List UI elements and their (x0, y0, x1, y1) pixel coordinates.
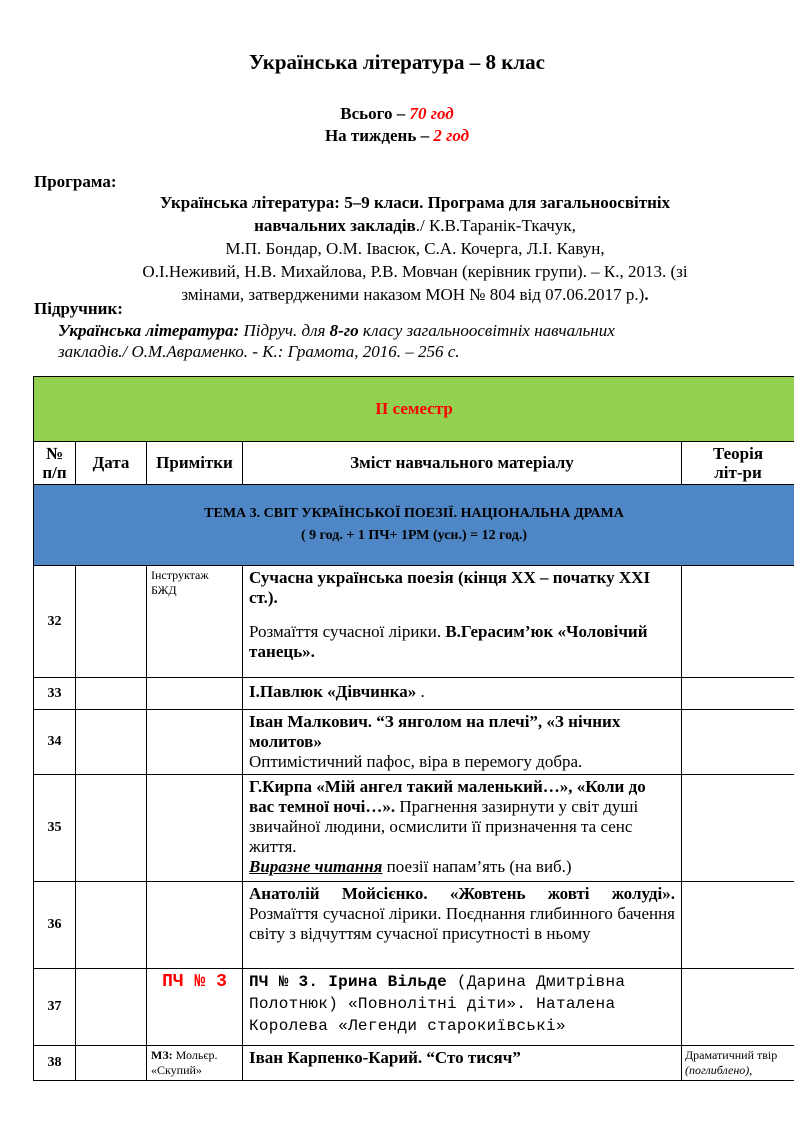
semester-row (34, 377, 794, 442)
content-line: Виразне читання поезії напам’ять (на виб.) (249, 857, 572, 876)
program-line: Українська література: 5–9 класи. Програма для загальноосвітніх (159, 193, 671, 212)
theory-cell: Драматичний твір (поглиблено), (682, 1046, 794, 1081)
table-row (34, 678, 794, 710)
program-line (90, 283, 740, 306)
program-line-text: змінами, затвердженими наказом МОН № 804 від 07.06.2017 р.) (181, 285, 645, 304)
textbook-line (58, 320, 748, 341)
table-row (34, 566, 794, 678)
table-row (34, 1046, 794, 1081)
table-row (34, 969, 794, 1046)
textbook-text: класу загальноосвітніх навчальних (358, 321, 615, 340)
content-line: Оптимістичний пафос, віра в перемогу добра. (249, 752, 583, 771)
content-cell: Анатолій Мойсієнко. «Жовтень жовті жолуді». Розмаїття сучасної лірики. Поєднання глибинного бачення світу з відчуттям сучасної присутності в ньому (243, 882, 682, 969)
content-line: Сучасна українська поезія (кінця XX – початку XXI ст.). (249, 568, 651, 607)
textbook-line: закладів./ О.М.Авраменко. - К.: Грамота, 2016. – 256 с. (58, 342, 460, 361)
content-line: Г.Кирпа «Мій ангел такий маленький…», «Коли до вас темної ночі…». Прагнення зазирнути у світ душі звичайної людини, осмислити її призначення та сенс життя. (249, 777, 646, 856)
weekly-hours-value: 2 год (433, 126, 470, 145)
notes-cell: МЗ: Мольєр. «Скупий» (147, 1046, 243, 1081)
table-row (34, 775, 794, 882)
content-cell: ПЧ № 3. Ірина Вільде (Дарина Дмитрівна Полотнюк) «Повнолітні діти». Наталена Королева «Легенди старокиївські» (243, 969, 682, 1046)
textbook-text: Підруч. для (239, 321, 330, 340)
content-line: Іван Малкович. “З янголом на плечі”, «З нічних молитов» (249, 712, 621, 751)
theory-cell (682, 710, 794, 775)
program-label: Програма: (34, 172, 117, 191)
total-hours-label: Всього – (340, 104, 410, 123)
lesson-plan-table (33, 376, 794, 1081)
program-description (90, 191, 740, 306)
table-row (34, 710, 794, 775)
textbook-label: Підручник: (34, 299, 123, 318)
textbook-title: Українська література: (58, 321, 240, 340)
col-header-num: № п/п (34, 442, 76, 485)
content-cell (243, 566, 682, 678)
program-line (90, 214, 740, 237)
total-hours (0, 104, 794, 124)
col-header-date: Дата (76, 442, 147, 485)
date-cell (76, 566, 147, 678)
textbook-description (58, 320, 748, 362)
col-header-theory: Теорія літ-ри (682, 442, 794, 485)
program-line-end: . (644, 285, 649, 304)
notes-cell: Інструктаж БЖД (147, 566, 243, 678)
theory-cell (682, 566, 794, 678)
lesson-number: 37 (34, 969, 76, 1046)
lesson-number: 38 (34, 1046, 76, 1081)
lesson-number: 32 (34, 566, 76, 678)
total-hours-value: 70 год (409, 104, 454, 123)
theme-hours: ( 9 год. + 1 ПЧ+ 1РМ (усн.) = 12 год.) (301, 528, 527, 543)
col-header-content: Зміст навчального матеріалу (243, 442, 682, 485)
weekly-hours (0, 126, 794, 146)
notes-cell (147, 710, 243, 775)
theory-cell (682, 969, 794, 1046)
weekly-hours-label: На тиждень – (324, 126, 434, 145)
lesson-number: 36 (34, 882, 76, 969)
date-cell (76, 969, 147, 1046)
notes-cell (147, 678, 243, 710)
content-cell: І.Павлюк «Дівчинка» . (243, 678, 682, 710)
notes-cell (147, 882, 243, 969)
textbook-grade: 8-го (329, 321, 359, 340)
program-line-rest: ./ К.В.Таранік-Ткачук, (415, 216, 576, 235)
theme-row (34, 485, 794, 566)
lesson-number: 35 (34, 775, 76, 882)
theory-cell (682, 678, 794, 710)
content-cell (243, 710, 682, 775)
lesson-number: 33 (34, 678, 76, 710)
theory-cell (682, 882, 794, 969)
date-cell (76, 1046, 147, 1081)
program-line-bold: навчальних закладів (254, 216, 416, 235)
content-cell: Іван Карпенко-Карий. “Сто тисяч” (243, 1046, 682, 1081)
date-cell (76, 678, 147, 710)
program-line: М.П. Бондар, О.М. Івасюк, С.А. Кочерга, Л.І. Кавун, (225, 239, 605, 258)
page-title: Українська література – 8 клас (249, 50, 545, 74)
notes-cell (147, 775, 243, 882)
program-line: О.І.Неживий, Н.В. Михайлова, Р.В. Мовчан (керівник групи). – К., 2013. (зі (142, 262, 688, 281)
date-cell (76, 710, 147, 775)
content-line: Розмаїття сучасної лірики. В.Герасим’юк «Чоловічий танець». (249, 622, 648, 661)
content-cell (243, 775, 682, 882)
theme-title-text: ТЕМА 3. СВІТ УКРАЇНСЬКОЇ ПОЕЗІЇ. НАЦІОНАЛЬНА ДРАМА (204, 506, 624, 521)
col-header-notes: Примітки (147, 442, 243, 485)
date-cell (76, 775, 147, 882)
semester-title: ІІ семестр (34, 377, 794, 442)
lesson-number: 34 (34, 710, 76, 775)
theory-cell (682, 775, 794, 882)
notes-cell: ПЧ № 3 (147, 969, 243, 1046)
date-cell (76, 882, 147, 969)
table-row (34, 882, 794, 969)
theme-title (34, 485, 794, 566)
header-row (34, 442, 794, 485)
